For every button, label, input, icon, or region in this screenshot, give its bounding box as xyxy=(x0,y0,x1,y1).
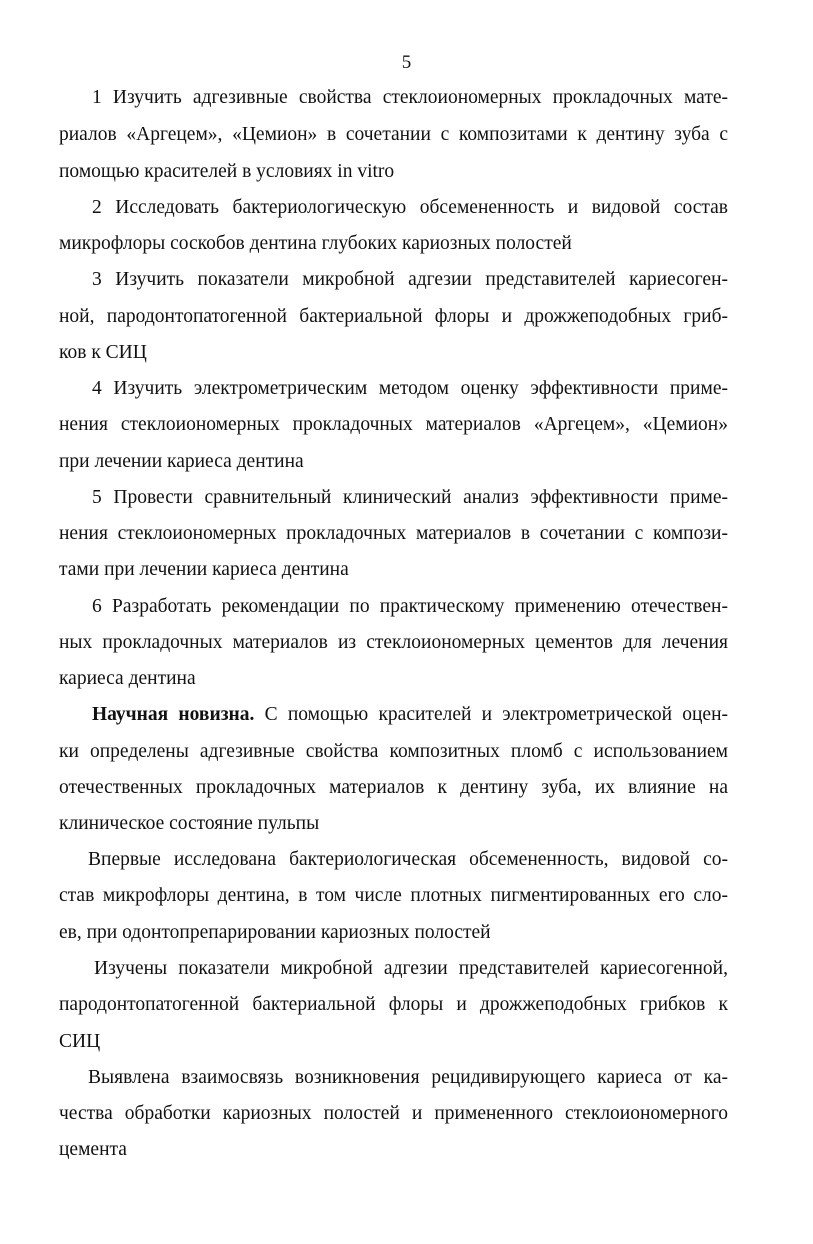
text-line: 6 Разработать рекомендации по практическому применению отечествен- xyxy=(92,596,728,617)
text-line: 4 Изучить электрометрическим методом оценку эффективности приме- xyxy=(92,378,728,399)
text-line: ков к СИЦ xyxy=(59,342,147,363)
text-line: отечественных прокладочных материалов к дентину зуба, их влияние на xyxy=(59,777,728,798)
text-line: помощью красителей в условиях in vitro xyxy=(59,161,395,182)
page-number: 5 xyxy=(401,52,412,73)
text-line: микрофлоры соскобов дентина глубоких кариозных полостей xyxy=(59,233,572,254)
text-line: ных прокладочных материалов из стеклоиономерных цементов для лечения xyxy=(59,632,728,653)
text-line: 1 Изучить адгезивные свойства стеклоиономерных прокладочных мате- xyxy=(92,87,728,108)
novelty-heading: Научная новизна. xyxy=(92,704,255,725)
text-line: тами при лечении кариеса дентина xyxy=(59,559,349,580)
text-line: СИЦ xyxy=(59,1031,101,1052)
text-line: Впервые исследована бактериологическая обсемененность, видовой со- xyxy=(88,849,728,870)
text-line: 3 Изучить показатели микробной адгезии представителей кариесоген- xyxy=(92,269,728,290)
text-line: чества обработки кариозных полостей и примененного стеклоиономерного xyxy=(59,1103,728,1124)
text-line: став микрофлоры дентина, в том числе плотных пигментированных его сло- xyxy=(59,885,728,906)
text-line: цемента xyxy=(59,1139,127,1160)
text-line: кариеса дентина xyxy=(59,668,196,689)
text-line: нения стеклоиономерных прокладочных материалов «Аргецем», «Цемион» xyxy=(59,414,728,435)
text-line: при лечении кариеса дентина xyxy=(59,451,304,472)
text-line: ки определены адгезивные свойства композитных пломб с использованием xyxy=(59,741,728,762)
text-line: Выявлена взаимосвязь возникновения рецидивирующего кариеса от ка- xyxy=(88,1067,728,1088)
novelty-heading-line xyxy=(92,703,728,727)
text-line: риалов «Аргецем», «Цемион» в сочетании с композитами к дентину зуба с xyxy=(59,124,728,145)
text-line: клиническое состояние пульпы xyxy=(59,813,320,834)
text-line: пародонтопатогенной бактериальной флоры и дрожжеподобных грибков к xyxy=(59,994,728,1015)
text-line: Изучены показатели микробной адгезии представителей кариесогенной, xyxy=(94,958,728,979)
text-line: С помощью красителей и электрометрической оцен- xyxy=(254,704,728,725)
text-line: ев, при одонтопрепарировании кариозных полостей xyxy=(59,922,491,943)
text-line: 2 Исследовать бактериологическую обсемененность и видовой состав xyxy=(92,197,728,218)
text-line: нения стеклоиономерных прокладочных материалов в сочетании с компози- xyxy=(59,523,728,544)
text-line: 5 Провести сравнительный клинический анализ эффективности приме- xyxy=(92,487,728,508)
text-line: ной, пародонтопатогенной бактериальной флоры и дрожжеподобных гриб- xyxy=(59,306,728,327)
